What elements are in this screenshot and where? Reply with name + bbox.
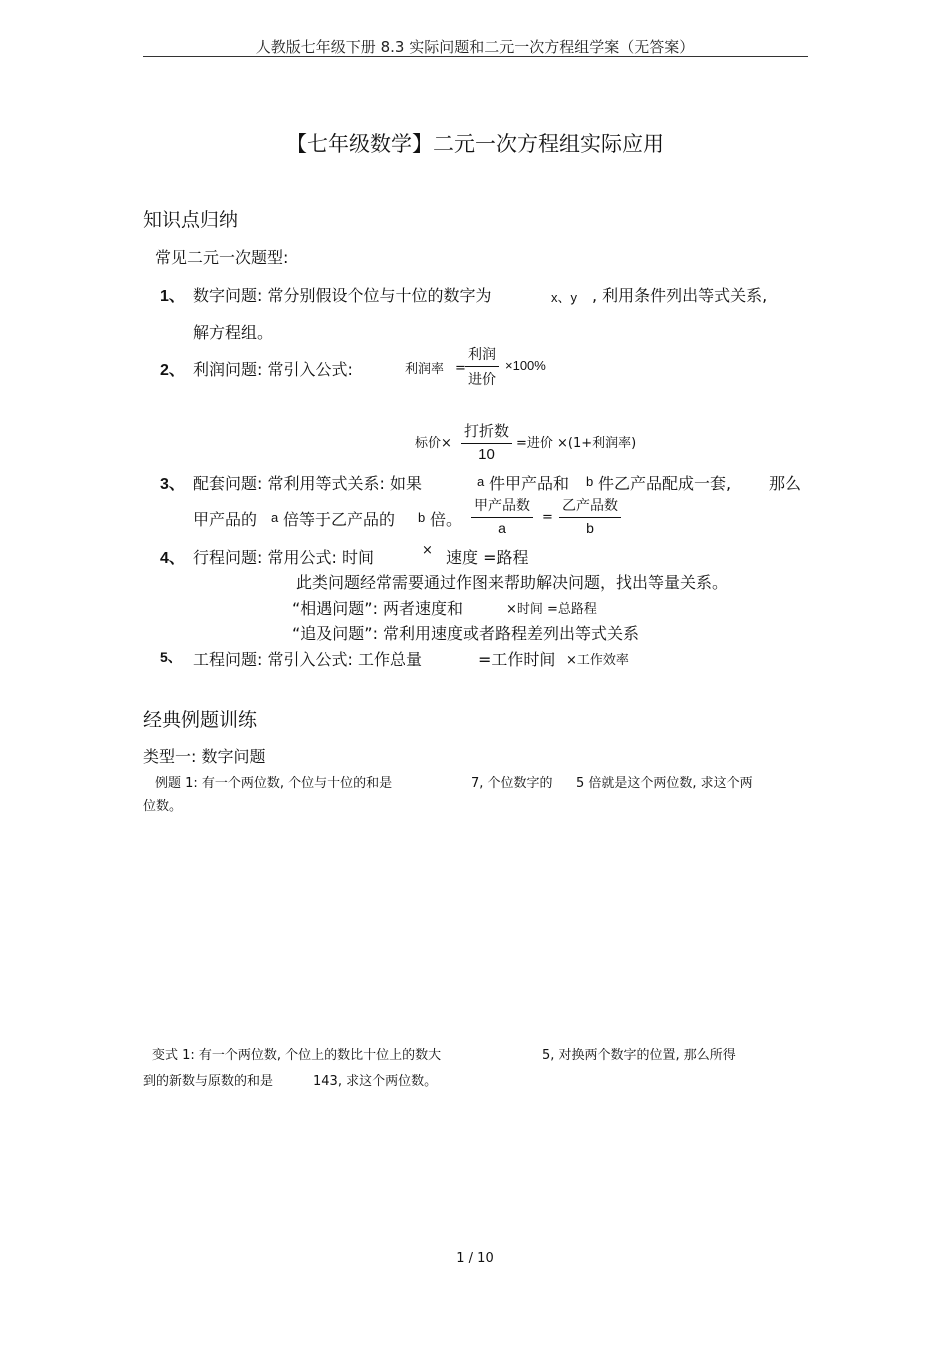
var-a: a [477, 474, 485, 489]
variant-1-line2-b: 143, 求这个两位数。 [313, 1074, 438, 1089]
cost-denominator: 进价 [468, 372, 496, 388]
digit-problem-text-cont: , 利用条件列出等式关系, [592, 286, 768, 305]
product-a-numerator: 甲产品数 [474, 498, 530, 514]
profit-problem-text: 利润问题: 常引入公式: [193, 360, 353, 379]
product-a-fraction [471, 495, 533, 536]
travel-note: 此类问题经常需要通过作图来帮助解决问题，找出等量关系。 [296, 573, 729, 592]
example-1-text-3: 5 倍就是这个两位数, 求这个两 [576, 776, 753, 791]
variant-1-text-2: 5, 对换两个数字的位置, 那么所得 [542, 1048, 736, 1063]
page-number: 1 / 10 [456, 1251, 494, 1266]
marked-price-right: =进价 ×(1+利润率) [516, 436, 637, 451]
chase-problem-text: “追及问题”: 常利用速度或者路程差列出等式关系 [292, 624, 640, 643]
profit-numerator: 利润 [468, 347, 496, 363]
profit-rate-label: 利润率 [405, 362, 445, 377]
profit-rate-fraction [465, 344, 499, 389]
page-header: 人教版七年级下册 8.3 实际问题和二元一次方程组学案（无答案） [255, 38, 695, 56]
item-number-3: 3、 [160, 476, 185, 493]
example-1-text: 例题 1: 有一个两位数, 个位与十位的和是 [155, 776, 393, 791]
marked-price-label: 标价× [415, 436, 452, 451]
work-formula-right: ×工作效率 [566, 653, 629, 668]
discount-fraction [461, 420, 512, 463]
example-1-text-2: 7, 个位数字的 [471, 776, 553, 791]
variant-1-line2: 到的新数与原数的和是 [143, 1074, 274, 1089]
digit-variables: x、y [551, 290, 578, 305]
matching-problem-text: 配套问题: 常利用等式关系: 如果 [193, 474, 422, 493]
matching-line2-a: 甲产品的 [193, 510, 258, 529]
travel-formula-right: 速度 =路程 [446, 548, 529, 567]
document-title: 【七年级数学】二元一次方程组实际应用 [286, 132, 664, 156]
matching-text-3: 件乙产品配成一套, [598, 474, 732, 493]
var-a-2: a [271, 510, 279, 525]
var-b-2: b [418, 510, 426, 525]
header-rule [143, 56, 808, 57]
meeting-problem-text: “相遇问题”: 两者速度和 [292, 599, 464, 618]
matching-text-2: 件甲产品和 [489, 474, 570, 493]
example-1-line2: 位数。 [143, 799, 183, 814]
item-number-4: 4、 [160, 550, 185, 567]
matching-line2-b: 倍等于乙产品的 [283, 510, 396, 529]
discount-denominator: 10 [478, 446, 495, 463]
item-number-1: 1、 [160, 288, 185, 305]
times-sign: × [422, 543, 433, 558]
digit-problem-line2: 解方程组。 [193, 323, 274, 342]
item-number-2: 2、 [160, 362, 185, 379]
work-formula-middle: =工作时间 [478, 650, 556, 669]
item-number-5: 5、 [160, 649, 182, 665]
product-a-denominator: a [498, 520, 506, 536]
section-heading-examples: 经典例题训练 [143, 709, 258, 731]
profit-equals: = [455, 361, 466, 376]
matching-line2-c: 倍。 [430, 510, 463, 529]
var-b: b [586, 474, 594, 489]
question-types-intro: 常见二元一次题型: [155, 248, 289, 267]
meeting-problem-formula: ×时间 =总路程 [506, 602, 597, 617]
discount-numerator: 打折数 [464, 422, 510, 440]
travel-problem-text: 行程问题: 常用公式: 时间 [193, 548, 374, 567]
variant-1-text: 变式 1: 有一个两位数, 个位上的数比十位上的数大 [152, 1048, 442, 1063]
type-heading-digit: 类型一: 数字问题 [143, 747, 266, 766]
product-b-fraction [559, 495, 621, 536]
matching-text-4: 那么 [769, 474, 802, 493]
matching-equals: = [542, 510, 553, 525]
work-problem-text: 工程问题: 常引入公式: 工作总量 [193, 650, 422, 669]
product-b-denominator: b [586, 520, 594, 536]
product-b-numerator: 乙产品数 [562, 498, 618, 514]
section-heading-knowledge: 知识点归纳 [143, 209, 239, 231]
profit-rate-times-100: ×100% [505, 358, 546, 373]
digit-problem-text: 数字问题: 常分别假设个位与十位的数字为 [193, 286, 492, 305]
